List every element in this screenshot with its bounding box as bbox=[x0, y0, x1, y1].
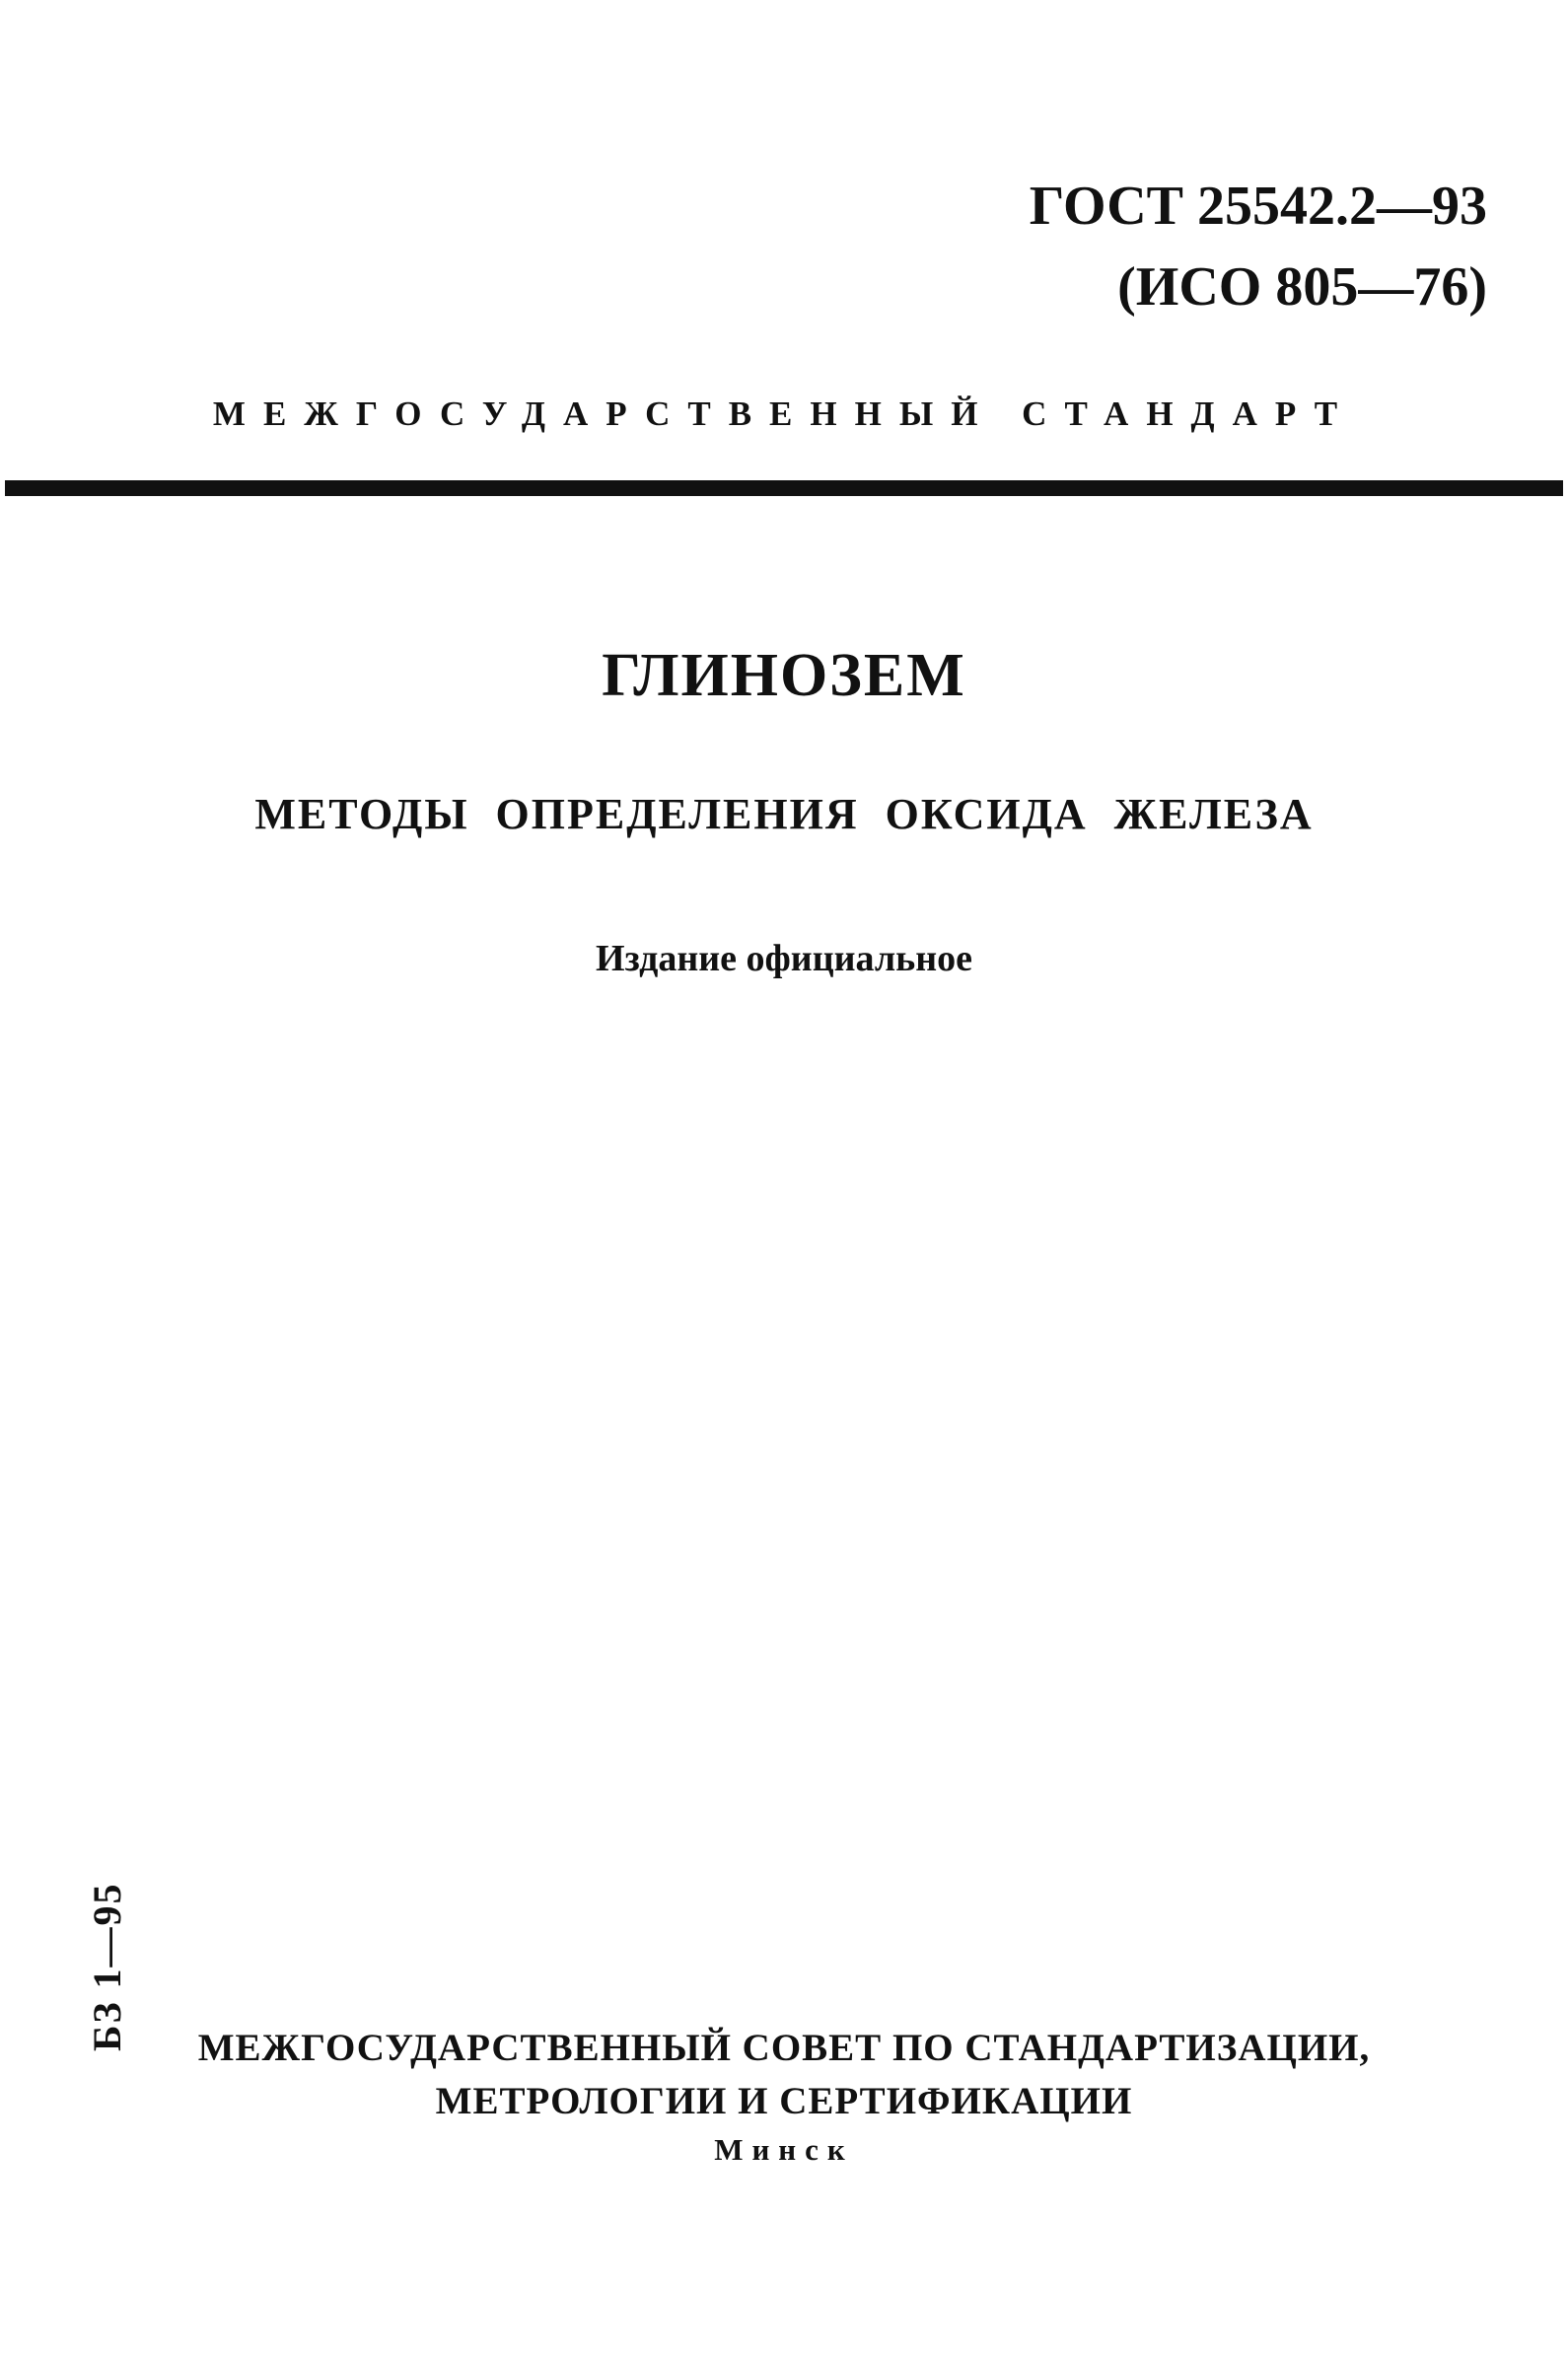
gost-designation bbox=[1030, 166, 1487, 327]
document-title: ГЛИНОЗЕМ bbox=[602, 642, 966, 709]
edition-label: Издание официальное bbox=[595, 938, 972, 979]
header-divider bbox=[5, 480, 1563, 496]
publisher-line-1: МЕЖГОСУДАРСТВЕННЫЙ СОВЕТ ПО СТАНДАРТИЗАЦИИ, bbox=[197, 2027, 1371, 2069]
iso-number: (ИСО 805—76) bbox=[1117, 256, 1487, 318]
publisher-block bbox=[0, 2022, 1568, 2128]
side-note-text: БЗ 1—95 bbox=[85, 1882, 129, 2051]
gost-number: ГОСТ 25542.2—93 bbox=[1029, 176, 1487, 237]
publisher-city: Минск bbox=[714, 2132, 854, 2167]
standard-type-label: МЕЖГОСУДАРСТВЕННЫЙ СТАНДАРТ bbox=[212, 394, 1356, 433]
document-subtitle: МЕТОДЫ ОПРЕДЕЛЕНИЯ ОКСИДА ЖЕЛЕЗА bbox=[254, 790, 1314, 838]
publisher-line-2: МЕТРОЛОГИИ И СЕРТИФИКАЦИИ bbox=[435, 2080, 1133, 2122]
